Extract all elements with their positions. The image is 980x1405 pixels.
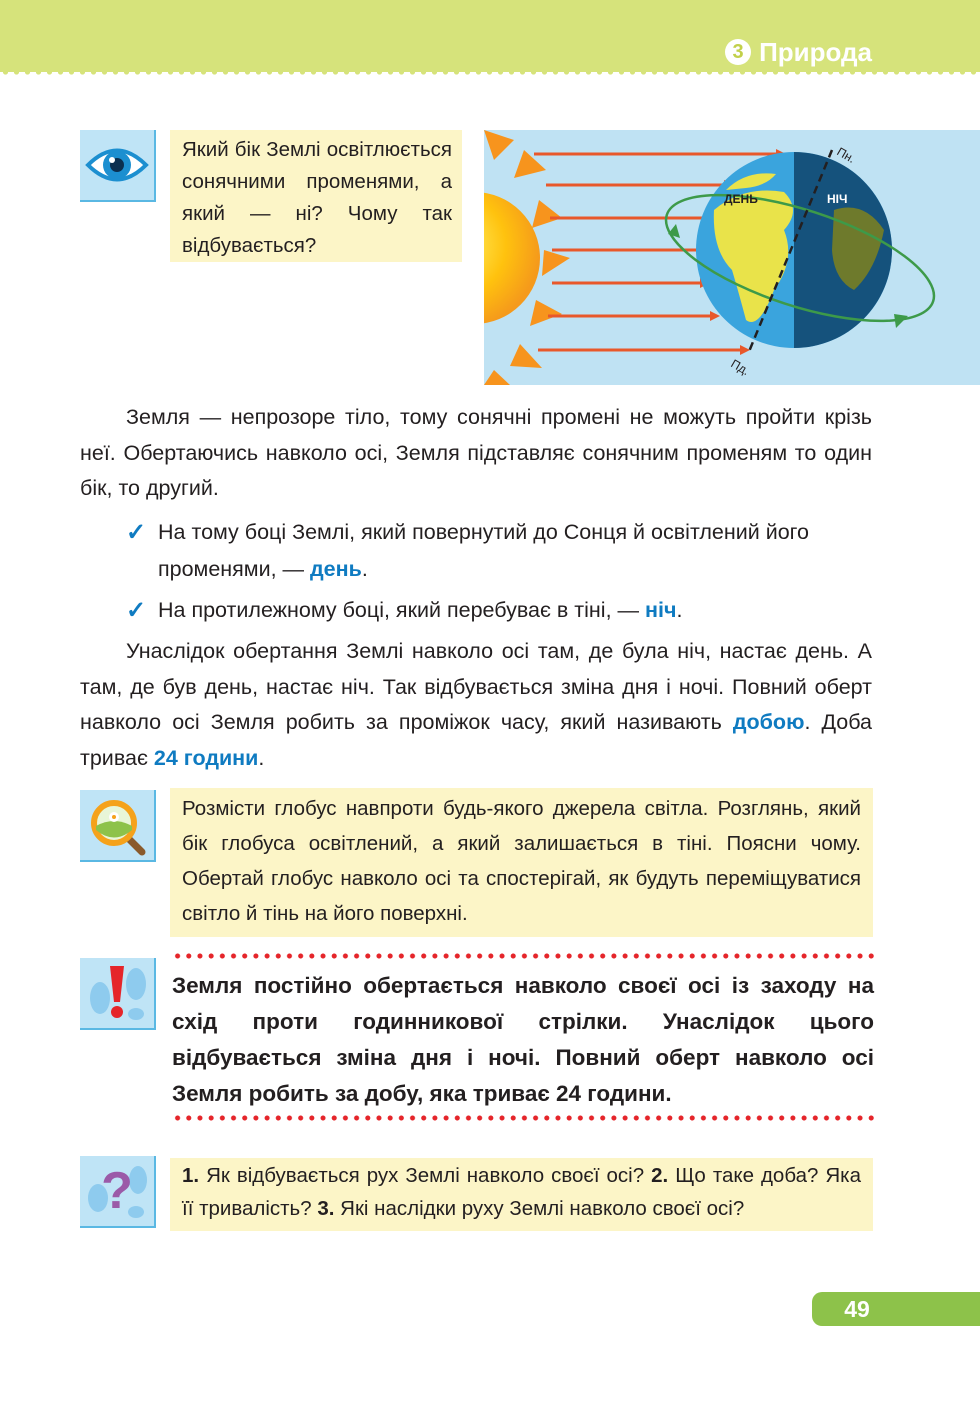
day-label: ДЕНЬ [724,192,758,206]
checkmark-icon: ✓ [126,519,147,546]
paragraph-day-night-change [80,634,872,776]
review-questions [170,1158,873,1231]
question-mark-icon [80,1156,154,1226]
term-doba: добою [732,710,805,734]
experiment-icon-box [80,790,156,862]
question-number: 3. [317,1196,335,1220]
exclamation-icon [80,958,154,1028]
night-label: НІЧ [827,192,848,206]
paragraph-text: . [258,745,265,770]
paragraph-text: . Доба триває [80,710,873,770]
question-number: 1. [182,1164,200,1187]
experiment-task: Розмісти глобус навпроти будь-якого джерела світла. Розглянь, який бік глобуса освітлений, а який залишається в тіні. Поясни чому. Обертай глобус навколо осі та спостерігай, як будуть переміщуватися світло й тінь на його поверхні. [170,788,873,937]
day-night-illustration [484,130,980,385]
term-24-hours: 24 години [153,745,259,770]
observation-question: Який бік Землі освітлюється сонячними променями, а який — ні? Чому так відбувається? [170,130,462,262]
list-item-end: . [361,557,368,581]
important-statement: Земля постійно обертається навколо своєї осі із заходу на схід проти годинникової стрілки. Унаслідок цього відбувається зміна дня і ночі. Повний оберт навколо осі Земля робить за добу, яка триває 24 години. [172,973,874,1106]
magnifier-icon [80,790,154,860]
svg-text:?: ? [101,1162,133,1220]
chapter-title: Природа [759,36,872,67]
paragraph-earth-opaque: Земля — непрозоре тіло, тому сонячні промені не можуть пройти крізь неї. Обертаючись навколо осі, Земля підставляє сонячним променям то один бік, то другий. [80,405,872,500]
chapter-label [725,37,872,67]
earth [696,152,892,348]
dotted-divider-bottom [172,1114,876,1122]
question-number: 2. [651,1164,669,1187]
checkmark-icon: ✓ [126,597,147,624]
page-number: 49 [812,1292,980,1326]
sun-earth-diagram [484,130,980,385]
question-text: Які наслідки руху Землі навколо своєї осі? [334,1196,745,1220]
chapter-header [0,0,980,72]
questions-icon-box [80,1156,156,1228]
header-dotted-border [0,68,980,76]
dotted-divider-top [172,952,876,960]
eye-icon [80,130,154,200]
list-item-end: . [676,598,683,622]
list-item-text: На тому боці Землі, який повернутий до Сонця й освітлений його променями, — [158,520,809,581]
term-night: ніч [645,598,677,622]
question-text: Що таке доба? Яка її тривалість? [182,1164,861,1220]
sun [484,130,570,385]
observe-icon-box [80,130,156,202]
list-item-day [126,514,874,588]
south-label: Пд. [728,356,752,379]
list-item-text: На протилежному боці, який перебуває в тіні, — [158,598,646,622]
list-item-night [126,592,874,629]
north-label: Пн. [834,144,858,166]
term-day: день [310,557,362,581]
question-text: Як відбувається рух Землі навколо своєї осі? [199,1164,652,1187]
important-icon-box [80,958,156,1030]
chapter-number: 3 [725,39,751,65]
paragraph-text: Унаслідок обертання Землі навколо осі там, де була ніч, настає день. А там, де був день, настає ніч. Так відбувається зміна дня і ночі. Повний оберт навколо осі Земля робить за проміжок часу, який називають [80,639,872,734]
